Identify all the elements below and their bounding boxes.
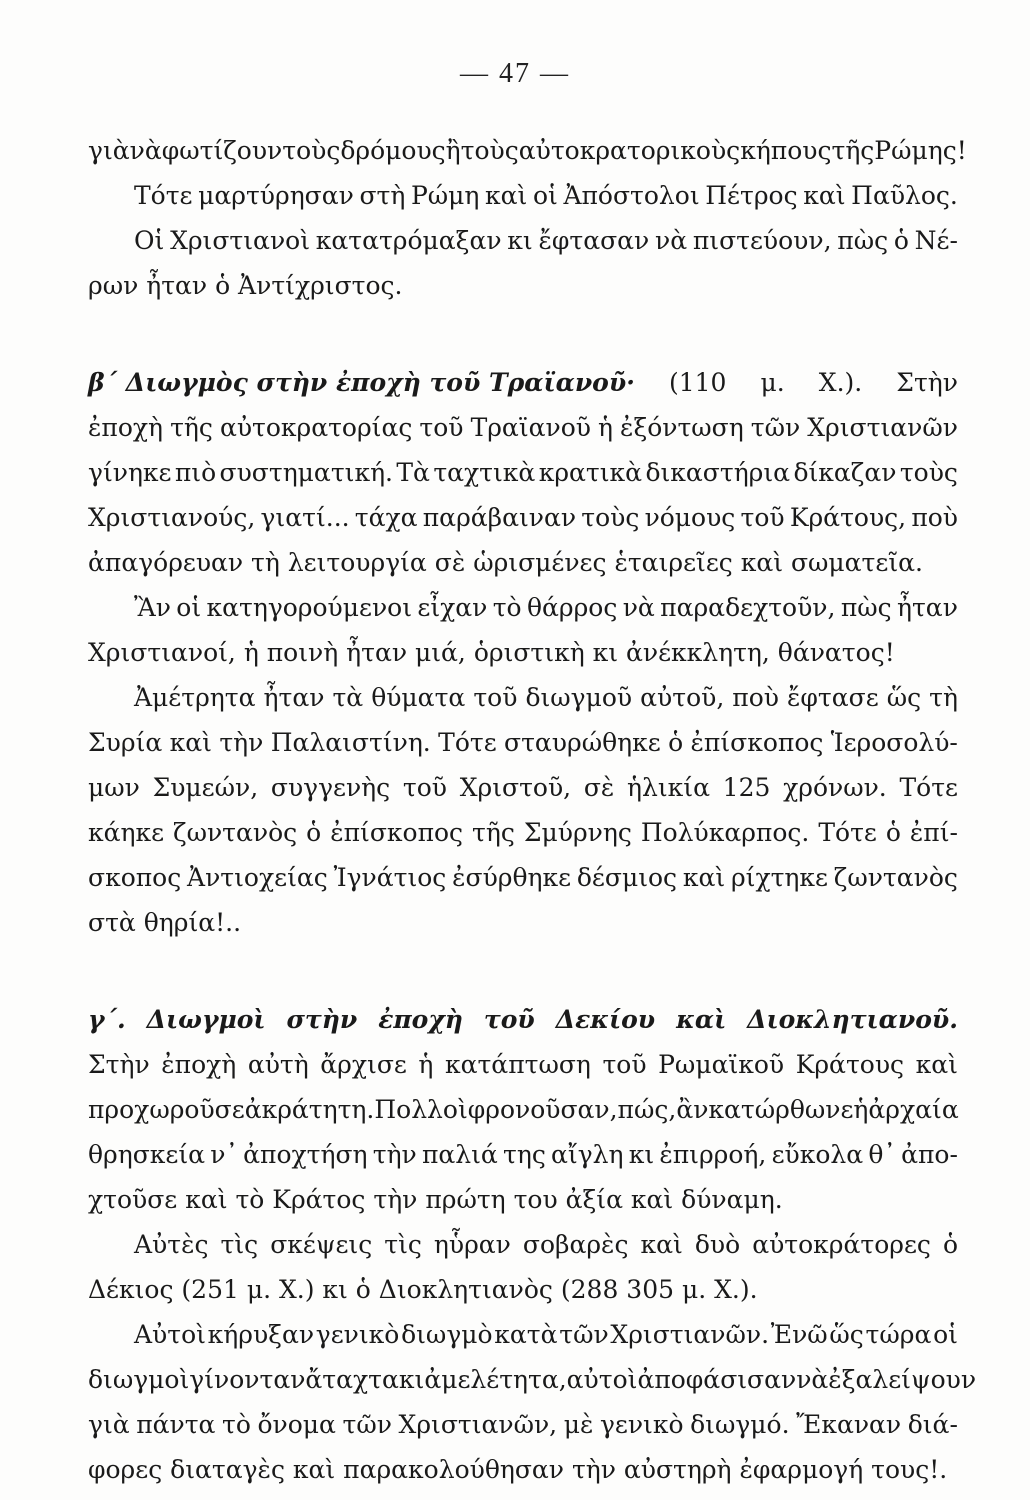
line-text: ἀπαγόρευαν τὴ λειτουργία σὲ ὡρισμένες ἑταιρεῖες καὶ σωματεῖα.	[88, 548, 923, 577]
line-text: φορες διαταγὲς καὶ παρακολούθησαν τὴν αὐστηρὴ ἐφαρμογή τους!.	[88, 1455, 948, 1484]
text-line	[88, 218, 958, 263]
word: τῆς	[472, 818, 515, 847]
word: ἡ	[853, 1095, 869, 1124]
word: ἐπίσκοπος	[330, 818, 464, 847]
word: τὸ	[222, 1410, 251, 1439]
text-line	[88, 1222, 958, 1267]
word: γιὰ	[88, 1410, 130, 1439]
word: σκέψεις	[270, 1230, 373, 1259]
word: ἡ	[418, 1050, 434, 1079]
text-line	[88, 810, 958, 855]
word: τὰ	[332, 683, 364, 712]
word: Αὐτὲς	[134, 1230, 209, 1259]
word: Χριστιανῶν.	[610, 1320, 770, 1349]
word: μὲ	[563, 1410, 594, 1439]
word: παράβαιναν	[422, 503, 577, 532]
word: αὐτοὶ	[566, 1365, 638, 1394]
word: νὰ	[129, 136, 162, 165]
word: κατώρθωνε	[708, 1095, 854, 1124]
word: ζωντανὸς	[173, 818, 298, 847]
word: Συμεών,	[152, 773, 259, 802]
word: ἀποφάσισαν	[637, 1365, 797, 1394]
word: ἐποχὴ	[161, 1050, 237, 1079]
word: εὔκολα	[771, 1140, 864, 1169]
word: προχωροῦσε	[88, 1095, 245, 1124]
word: κι	[507, 226, 533, 255]
word: ἀπο-	[901, 1140, 958, 1169]
word: ἀποχτήση	[243, 1140, 368, 1169]
paragraph-section-c	[88, 997, 977, 1492]
word: φρονοῦσαν,	[467, 1095, 618, 1124]
word: ἐπί-	[909, 818, 958, 847]
text-line	[88, 1357, 977, 1402]
word: σὲ	[583, 773, 615, 802]
word: ἦταν	[263, 683, 325, 712]
word: ἐξαλείψουν	[828, 1365, 977, 1394]
text-line	[88, 1177, 958, 1222]
word: Τότε	[438, 728, 497, 757]
word: τὸ	[492, 593, 522, 622]
text-line	[88, 720, 958, 765]
text-line	[88, 1042, 958, 1087]
paragraph-section-b	[88, 360, 958, 945]
word: νόμους	[644, 503, 736, 532]
word: ταχτικὰ	[433, 458, 536, 487]
text-line	[88, 765, 958, 810]
section-heading-word: γ΄.	[88, 1005, 126, 1034]
word: τὶς	[220, 1230, 259, 1259]
word: τοῦ	[473, 683, 518, 712]
word: τῶν	[559, 1320, 609, 1349]
word: Ἱεροσολύ-	[830, 728, 958, 757]
word: συγγενὴς	[270, 773, 391, 802]
text-line	[88, 128, 967, 173]
word: τάχα	[354, 503, 418, 532]
word: σταυρώθηκε	[504, 728, 661, 757]
word: ὥς	[886, 683, 922, 712]
word: κάηκε	[88, 818, 165, 847]
word: πιστεύουν,	[692, 226, 832, 255]
word: Ἀπόστολοι	[563, 181, 700, 210]
word: Αὐτοὶ	[134, 1320, 206, 1349]
text-line	[88, 630, 958, 675]
word: αὐτοκρατορίας	[219, 413, 413, 442]
word: ὁ	[668, 728, 684, 757]
word: ηὗραν	[433, 1230, 511, 1259]
word: αἴγλη	[551, 1140, 624, 1169]
word: αὐτοῦ,	[640, 683, 725, 712]
line-text: χτοῦσε καὶ τὸ Κράτος τὴν πρώτη του ἀξία καὶ δύναμη.	[88, 1185, 783, 1214]
word: τῶν	[342, 1410, 392, 1439]
text-line	[88, 450, 958, 495]
word: ἐπίσκοπος	[690, 728, 824, 757]
section-heading-word: Δεκίου	[555, 1005, 656, 1034]
word: πάντα	[136, 1410, 216, 1439]
text-line	[88, 1087, 958, 1132]
word: καὶ	[485, 181, 528, 210]
text-line	[88, 900, 958, 945]
word: τοῦ	[740, 503, 785, 532]
word: γενικὸ	[599, 1410, 684, 1439]
word: Χριστιανῶν	[807, 413, 958, 442]
word: Ἰγνάτιος	[333, 863, 447, 892]
word: Ἀντιοχείας	[187, 863, 328, 892]
section-heading-word: στὴν	[286, 1005, 358, 1034]
word: ἀμελέτητα,	[424, 1365, 567, 1394]
section-heading-word: Διοκλητιανοῦ.	[747, 1005, 958, 1034]
word: διωγμό.	[690, 1410, 790, 1439]
word: ποὺ	[911, 503, 958, 532]
word: κι	[398, 1365, 425, 1394]
text-line	[88, 585, 958, 630]
word: τὶς	[384, 1230, 422, 1259]
word: ὁ	[893, 226, 909, 255]
word: Τὰ	[396, 458, 430, 487]
text-line	[88, 1312, 958, 1357]
word: γιὰ	[88, 136, 130, 165]
word: ἀκράτητη.	[244, 1095, 375, 1124]
word: καὶ	[803, 181, 846, 210]
body-text	[88, 128, 977, 1492]
word: τῆς	[831, 136, 875, 165]
word: Πέτρος	[705, 181, 798, 210]
word: φωτίζουν	[161, 136, 283, 165]
text-line	[88, 1447, 958, 1492]
word: καὶ	[640, 1230, 683, 1259]
word: σκοπος	[88, 863, 182, 892]
word: ὁ	[942, 1230, 958, 1259]
word: ἐσύρθηκε	[452, 863, 572, 892]
word: Παῦλος.	[851, 181, 958, 210]
word: κήρυξαν	[207, 1320, 315, 1349]
section-heading: β΄ Διωγμὸς στὴν ἐποχὴ τοῦ Τραϊανοῦ·	[88, 368, 635, 397]
word: κατάπτωση	[444, 1050, 591, 1079]
word: διωγμὸ	[401, 1320, 493, 1349]
text-line	[88, 675, 958, 720]
section-gap	[88, 945, 958, 997]
word: τῆς	[170, 413, 213, 442]
word: Ρωμαϊκοῦ	[658, 1050, 785, 1079]
word: κι	[628, 1140, 655, 1169]
word: διωγμοῦ	[525, 683, 633, 712]
word: αὐτοκράτορες	[752, 1230, 931, 1259]
text-line	[88, 1402, 958, 1447]
word: τοὺς	[581, 503, 640, 532]
word: δρόμους	[340, 136, 446, 165]
word: Ἂν	[134, 593, 171, 622]
word: πιὸ	[174, 458, 217, 487]
text-line	[88, 405, 958, 450]
word: Ρώμη	[410, 181, 480, 210]
word: θρησκεία	[88, 1140, 206, 1169]
word: τοὺς	[282, 136, 341, 165]
text-line	[88, 495, 958, 540]
word: ὄνομα	[257, 1410, 336, 1439]
text-line	[88, 263, 958, 308]
word: Οἱ	[134, 226, 165, 255]
word: Ἐνῶ	[770, 1320, 828, 1349]
line-text: Δέκιος (251 μ. Χ.) κι ὁ Διοκλητιανὸς (288 305 μ. Χ.).	[88, 1275, 758, 1304]
word: 125	[722, 773, 771, 802]
word: πώς,	[617, 1095, 677, 1124]
word: δικαστήρια	[645, 458, 791, 487]
word: τώρα	[865, 1320, 932, 1349]
text-line	[88, 1267, 958, 1312]
word: πὼς	[837, 226, 889, 255]
word: Χριστοῦ,	[459, 773, 572, 802]
word: Χριστιανοὶ	[170, 226, 310, 255]
paragraph-intro	[88, 128, 967, 308]
word: δέσμιος	[576, 863, 678, 892]
word: κατὰ	[494, 1320, 558, 1349]
word: Χριστιανῶν,	[398, 1410, 558, 1439]
word: ἡλικία	[627, 773, 710, 802]
word: Πολύκαρπος.	[640, 818, 810, 847]
word: ἔφτασε	[787, 683, 879, 712]
word: τὴν	[219, 728, 264, 757]
word: εἶχαν	[417, 593, 488, 622]
word: Ἔκαναν	[796, 1410, 902, 1439]
word: τοῦ	[402, 773, 447, 802]
word: της	[503, 1140, 546, 1169]
word: θ᾿	[868, 1140, 896, 1169]
word: ἡ	[598, 413, 613, 442]
word: μαρτύρησαν	[198, 181, 354, 210]
word: τοὺς	[460, 136, 519, 165]
section-heading-word: τοῦ	[483, 1005, 535, 1034]
word: παλιά	[421, 1140, 498, 1169]
word: νὰ	[655, 226, 688, 255]
section-gap	[88, 308, 958, 360]
word: Κράτους	[795, 1050, 905, 1079]
word: μ.	[760, 368, 785, 397]
word: σοβαρὲς	[522, 1230, 629, 1259]
word: Παλαιστίνη.	[270, 728, 431, 757]
word: Χριστιανούς,	[88, 503, 256, 532]
word: τῶν	[750, 413, 801, 442]
word: Συρία	[88, 728, 163, 757]
word: ὁ	[885, 818, 901, 847]
word: γίνηκε	[88, 458, 172, 487]
word: γιατί...	[260, 503, 350, 532]
word: θάρρος	[526, 593, 618, 622]
word: Τότε	[818, 818, 877, 847]
word: Πολλοὶ	[374, 1095, 468, 1124]
word: οἱ	[176, 593, 202, 622]
word: τοὺς	[899, 458, 958, 487]
word: διά-	[907, 1410, 958, 1439]
word: δίκαζαν	[793, 458, 897, 487]
word: ἔφτασαν	[538, 226, 650, 255]
word: τοῦ	[419, 413, 464, 442]
word: ρίχτηκε	[730, 863, 828, 892]
word: Χ.).	[818, 368, 863, 397]
word: διωγμοὶ	[88, 1365, 190, 1394]
word: ἢ	[445, 136, 461, 165]
word: πὼς	[840, 593, 892, 622]
word: Τραϊανοῦ	[470, 413, 591, 442]
word: νὰ	[796, 1365, 829, 1394]
line-text: ρων ἦταν ὁ Ἀντίχριστος.	[88, 271, 403, 300]
word: Ἀμέτρητα	[134, 683, 256, 712]
word: ἄρχισε	[320, 1050, 407, 1079]
word: ἦταν	[897, 593, 958, 622]
word: Σμύρνης	[523, 818, 632, 847]
word: χρόνων.	[783, 773, 887, 802]
section-heading-word: ἐποχὴ	[378, 1005, 463, 1034]
word: Νέ-	[914, 226, 958, 255]
word: κατηγορούμενοι	[206, 593, 413, 622]
text-line	[88, 173, 958, 218]
line-text: Χριστιανοί, ἡ ποινὴ ἦταν μιά, ὁριστικὴ κι ἀνέκκλητη, θάνατος!	[88, 638, 895, 667]
line-text: στὰ θηρία!..	[88, 908, 242, 937]
word: παραδεχτοῦν,	[660, 593, 836, 622]
word: τὴν	[372, 1140, 417, 1169]
page-number: — 47 —	[460, 58, 570, 89]
section-heading-word: καὶ	[676, 1005, 727, 1034]
word: ἐξόντωση	[620, 413, 744, 442]
word: τὴ	[929, 683, 958, 712]
word: ἐπιρροή,	[659, 1140, 767, 1169]
word: ν᾿	[210, 1140, 238, 1169]
text-line	[88, 1132, 958, 1177]
word: οἱ	[532, 181, 558, 210]
word: κατατρόμαξαν	[315, 226, 502, 255]
word: συστηματική.	[219, 458, 393, 487]
text-line	[88, 855, 958, 900]
word: ἄταχτα	[305, 1365, 399, 1394]
word: τοῦ	[602, 1050, 647, 1079]
word: Στὴν	[88, 1050, 150, 1079]
word: μων	[88, 773, 140, 802]
word: θύματα	[371, 683, 466, 712]
word: ἐποχὴ	[88, 413, 164, 442]
word: Τότε	[134, 181, 193, 210]
heading-line	[88, 997, 958, 1042]
word: καὶ	[682, 863, 726, 892]
word: νὰ	[622, 593, 655, 622]
word: στὴ	[359, 181, 406, 210]
word: ζωντανὸς	[833, 863, 958, 892]
word: δυὸ	[694, 1230, 741, 1259]
word: Στὴν	[896, 368, 958, 397]
word: ποὺ	[732, 683, 779, 712]
word: ὥς	[829, 1320, 864, 1349]
word: ἂν	[676, 1095, 709, 1124]
word: κήπους	[740, 136, 832, 165]
word: ἀρχαία	[868, 1095, 959, 1124]
text-line	[88, 540, 958, 585]
word: αὐτοκρατορικοὺς	[518, 136, 741, 165]
word: (110	[668, 368, 727, 397]
word: Ρώμης!	[874, 136, 967, 165]
word: γίνονταν	[189, 1365, 306, 1394]
word: καὶ	[915, 1050, 958, 1079]
word: Κράτους,	[789, 503, 907, 532]
section-heading-word: Διωγμοὶ	[146, 1005, 266, 1034]
word: ὁ	[306, 818, 322, 847]
word: οἱ	[933, 1320, 958, 1349]
word: αὐτὴ	[247, 1050, 309, 1079]
word: Τότε	[899, 773, 958, 802]
word: καὶ	[169, 728, 212, 757]
word: γενικὸ	[315, 1320, 400, 1349]
word: κρατικὰ	[538, 458, 643, 487]
text-line	[88, 360, 958, 405]
